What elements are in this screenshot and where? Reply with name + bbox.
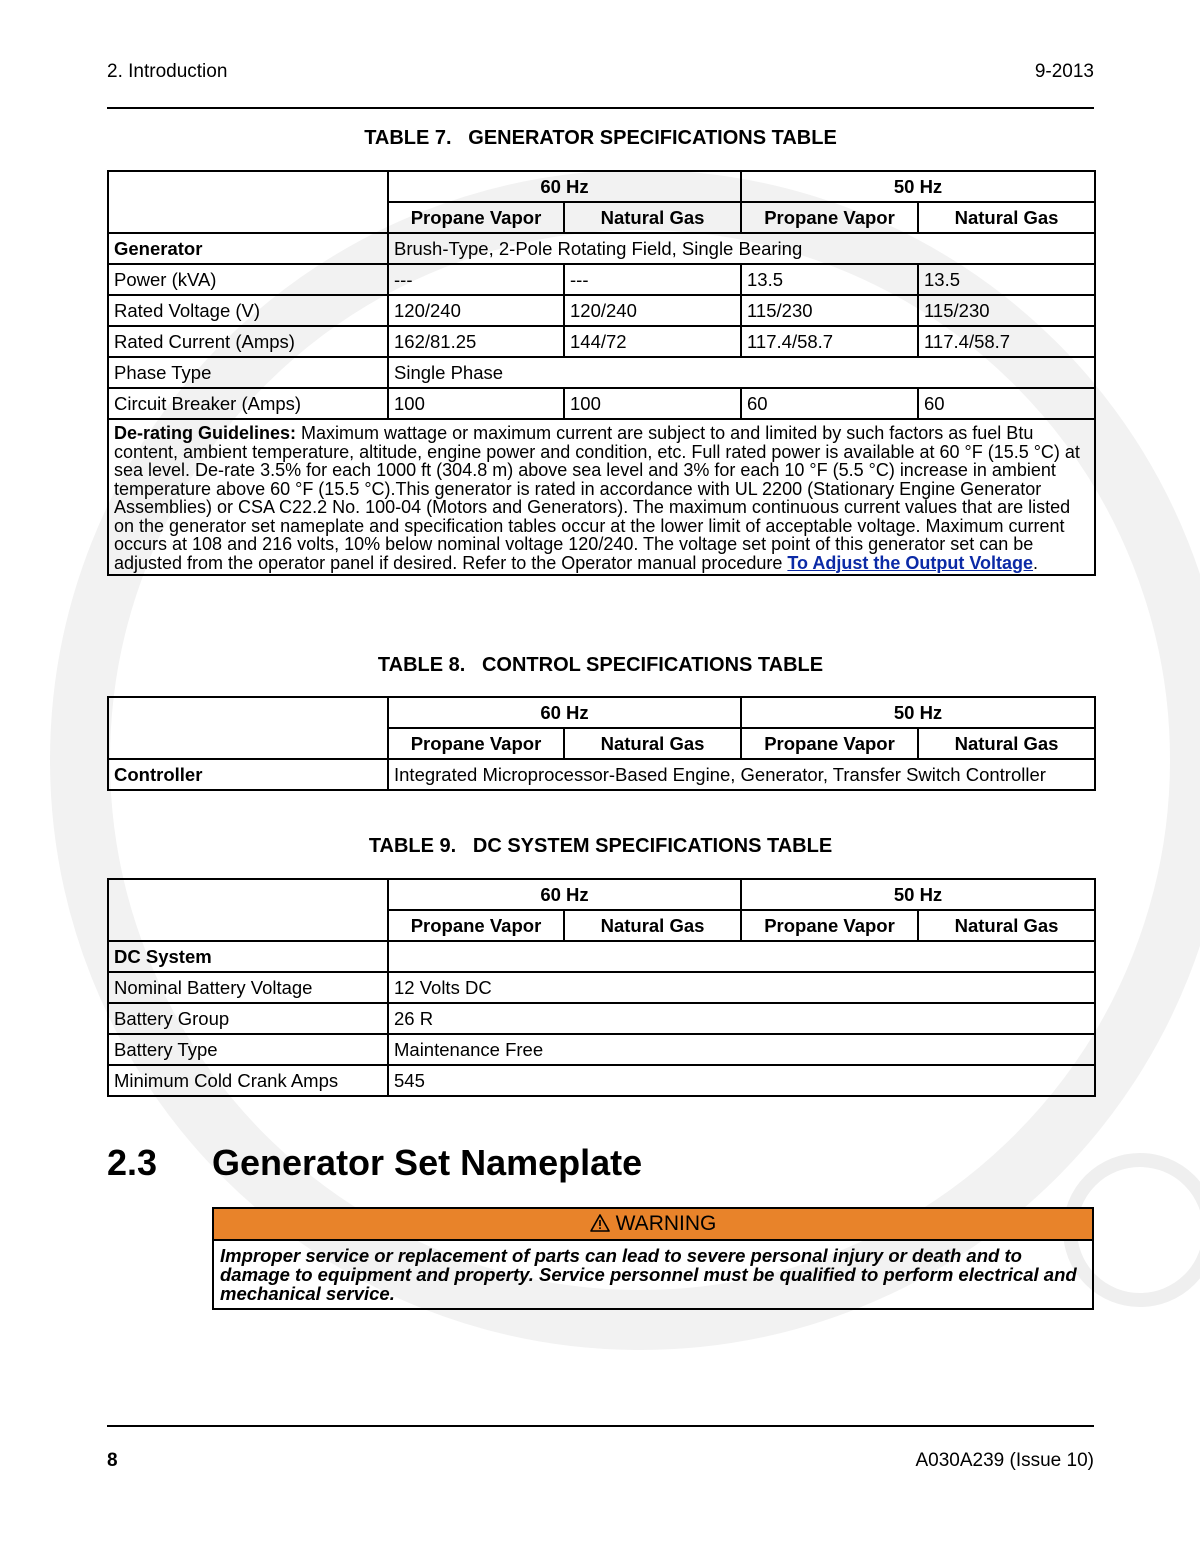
table8-caption: TABLE 8. CONTROL SPECIFICATIONS TABLE <box>377 654 824 676</box>
table9-fuel: Propane Vapor <box>388 910 564 941</box>
cell-value: 26 R <box>388 1003 1095 1034</box>
table-row <box>108 1065 1095 1096</box>
cell-value: 13.5 <box>918 264 1095 295</box>
table8-fuel: Propane Vapor <box>741 728 918 759</box>
table9-fuel: Propane Vapor <box>741 910 918 941</box>
footer-rule <box>107 1425 1094 1427</box>
table7-caption: TABLE 7. GENERATOR SPECIFICATIONS TABLE <box>364 127 837 149</box>
cell-value: 117.4/58.7 <box>741 326 918 357</box>
row-label: Battery Group <box>108 1003 388 1034</box>
warning-text: Improper service or replacement of parts can lead to severe personal injury or death and to damage to equipment and property. Service personnel must be qualified to perform electrical and mechanical service. <box>220 1245 1077 1304</box>
cell-value: 162/81.25 <box>388 326 564 357</box>
warning-box <box>212 1207 1094 1310</box>
table-row <box>108 1034 1095 1065</box>
table7-freq-60: 60 Hz <box>388 171 741 202</box>
row-label: Circuit Breaker (Amps) <box>108 388 388 419</box>
cell-value: Brush-Type, 2-Pole Rotating Field, Single Bearing <box>388 233 1095 264</box>
cell-value: 60 <box>741 388 918 419</box>
cell-value: 13.5 <box>741 264 918 295</box>
table9-freq-50: 50 Hz <box>741 879 1095 910</box>
table8-fuel: Propane Vapor <box>388 728 564 759</box>
table7-fuel: Natural Gas <box>918 202 1095 233</box>
table7-fuel: Natural Gas <box>564 202 741 233</box>
table7-fuel: Propane Vapor <box>388 202 564 233</box>
warning-header <box>214 1209 1092 1241</box>
adjust-output-voltage-link[interactable]: To Adjust the Output Voltage <box>787 552 1034 573</box>
cell-value: Integrated Microprocessor-Based Engine, Generator, Transfer Switch Controller <box>388 759 1095 790</box>
table-row <box>108 295 1095 326</box>
table9-corner <box>108 879 388 941</box>
table8-freq-50: 50 Hz <box>741 697 1095 728</box>
derating-note-end: . <box>1033 552 1039 573</box>
cell-value: 100 <box>388 388 564 419</box>
cell-value: 12 Volts DC <box>388 972 1095 1003</box>
cell-value: --- <box>564 264 741 295</box>
row-label: DC System <box>108 941 388 972</box>
table7-corner <box>108 171 388 233</box>
cell-value: 117.4/58.7 <box>918 326 1095 357</box>
table8-freq-60: 60 Hz <box>388 697 741 728</box>
table-row <box>108 388 1095 419</box>
cell-value: 60 <box>918 388 1095 419</box>
warning-title: WARNING <box>615 1212 717 1235</box>
derating-note-text: Maximum wattage or maximum current are subject to and limited by such factors as fuel Btu content, ambient temperature, altitude, engine power and condition, etc. Full rated power is available at 60 °F (15.5 °C) at sea level. De-rate 3.5% for each 1000 ft (304.8 m) above sea level and 3% for each 10 °F (5.5 °C) increase in ambient temperature above 60 °F (15.5 °C).This generator is rated in accordance with UL 2200 (Stationary Engine Generator Assemblies) or CSA C22.2 No. 100-04 (Motors and Generators). The maximum continuous current values that are listed on the generator set nameplate and specification tables occur at the lower limit of acceptable voltage. Maximum current occurs at 108 and 216 volts, 10% below nominal voltage 120/240. The voltage set point of this generator set can be adjusted from the operator panel if desired. Refer to the Operator manual procedure <box>114 423 1080 573</box>
row-label: Battery Type <box>108 1034 388 1065</box>
header-date: 9-2013 <box>1034 61 1094 82</box>
header-section: 2. Introduction <box>107 61 228 82</box>
cell-value: 115/230 <box>741 295 918 326</box>
document-id: A030A239 (Issue 10) <box>915 1450 1094 1471</box>
dc-system-spec-table <box>107 878 1096 1097</box>
row-label: Minimum Cold Crank Amps <box>108 1065 388 1096</box>
row-label: Generator <box>108 233 388 264</box>
row-label: Nominal Battery Voltage <box>108 972 388 1003</box>
header-rule <box>107 107 1094 109</box>
cell-value: 120/240 <box>388 295 564 326</box>
cell-value: 120/240 <box>564 295 741 326</box>
cell-value: Maintenance Free <box>388 1034 1095 1065</box>
cell-value: --- <box>388 264 564 295</box>
row-label: Controller <box>108 759 388 790</box>
page-number: 8 <box>107 1450 118 1471</box>
cell-value: 144/72 <box>564 326 741 357</box>
table-row <box>108 972 1095 1003</box>
table-row <box>108 326 1095 357</box>
cell-value: 545 <box>388 1065 1095 1096</box>
row-label: Rated Voltage (V) <box>108 295 388 326</box>
table9-fuel: Natural Gas <box>918 910 1095 941</box>
derating-note <box>108 419 1095 575</box>
table9-caption: TABLE 9. DC SYSTEM SPECIFICATIONS TABLE <box>368 835 833 857</box>
row-label: Rated Current (Amps) <box>108 326 388 357</box>
generator-spec-table <box>107 170 1096 576</box>
cell-value <box>388 941 1095 972</box>
derating-note-title: De-rating Guidelines: <box>114 423 297 443</box>
section-title: Generator Set Nameplate <box>212 1142 643 1183</box>
table7-fuel: Propane Vapor <box>741 202 918 233</box>
cell-value: 115/230 <box>918 295 1095 326</box>
table8-fuel: Natural Gas <box>918 728 1095 759</box>
row-label: Phase Type <box>108 357 388 388</box>
row-label: Power (kVA) <box>108 264 388 295</box>
table7-freq-50: 50 Hz <box>741 171 1095 202</box>
table9-freq-60: 60 Hz <box>388 879 741 910</box>
table8-corner <box>108 697 388 759</box>
table8-fuel: Natural Gas <box>564 728 741 759</box>
control-spec-table <box>107 696 1096 791</box>
table-row <box>108 1003 1095 1034</box>
section-number: 2.3 <box>107 1142 158 1183</box>
cell-value: 100 <box>564 388 741 419</box>
table-row <box>108 264 1095 295</box>
table-row <box>108 357 1095 388</box>
warning-triangle-icon <box>590 1214 610 1232</box>
table9-fuel: Natural Gas <box>564 910 741 941</box>
cell-value: Single Phase <box>388 357 1095 388</box>
